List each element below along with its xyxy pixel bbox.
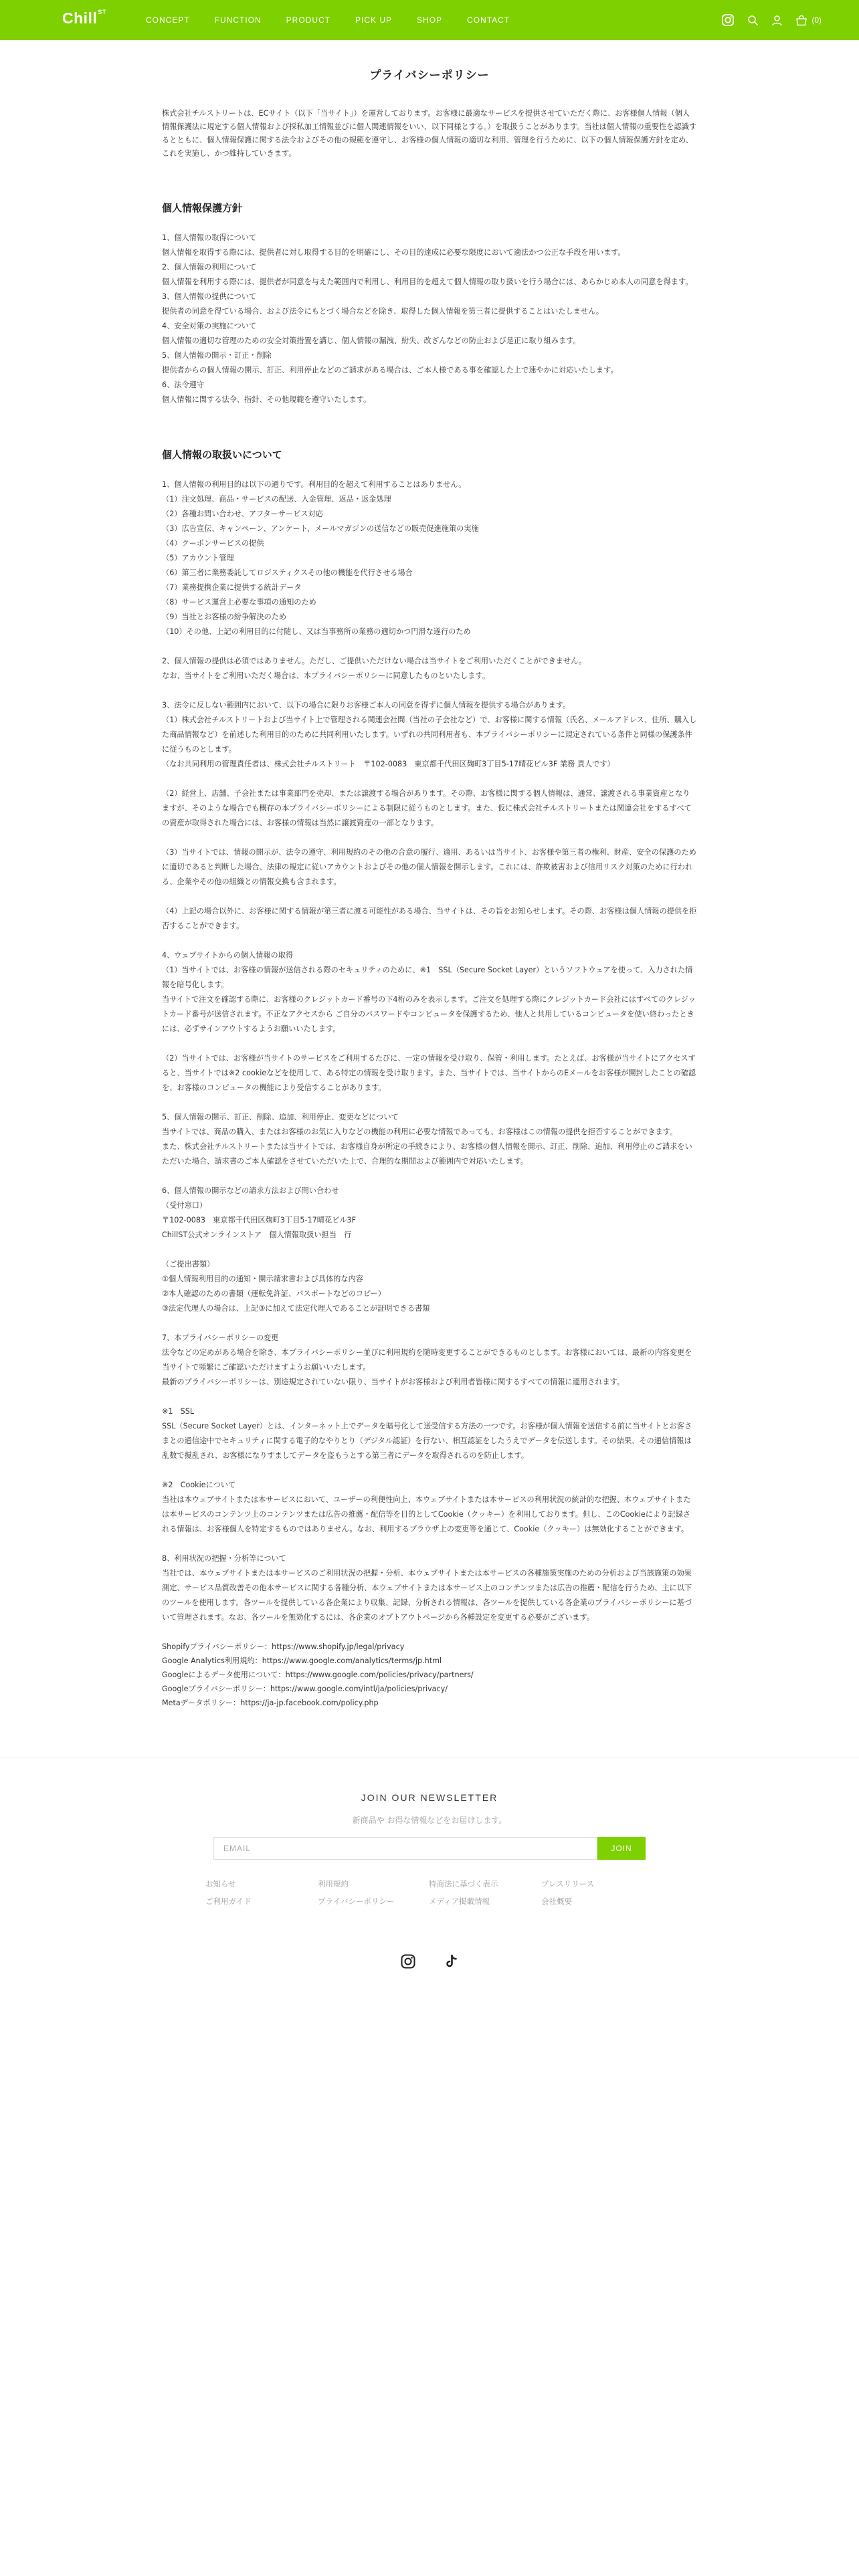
policy-heading: 個人情報保護方針	[162, 202, 243, 214]
policy-line: 個人情報に関する法令、指針、その他規範を遵守いたします。	[162, 395, 371, 404]
policy-line: 提供者の同意を得ている場合、および法令にもとづく場合などを除き、取得した個人情報を第三者に提供することはいたしません。	[162, 307, 604, 316]
handling-line: 7、本プライバシーポリシーの変更	[162, 1333, 279, 1342]
handling-line: （3）当サイトでは、情報の開示が、法令の遵守、利用規約のその他の合意の履行、適用、あるいは当サイト、お客様や第三者の権利、財産、安全の保護のために適切であると判断した場合、法律の規定に従いアカウントおよびその他の個人情報を開示します。これには、詐欺被害および信用リスク対策のために行われる、企業やその他の組織との情報交換も含まれます。	[162, 848, 696, 886]
handling-section	[162, 786, 697, 831]
handling-line: （ご提出書類）	[162, 1260, 215, 1269]
handling-line: （2）経営上、店舗、子会社または事業部門を売却、または譲渡する場合があります。その際、お客様に関する個人情報は、通常、譲渡される事業資産となりますが、そのような場合でも概存の本プライバシーポリシーによる制限に従うものとします。また、仮に株式会社チルストリートまたは関連会社をするすべての資産が取得された場合には、お客様の情報は当然に譲渡資産の一部となります。	[162, 789, 692, 827]
handling-line: SSL（Secure Socket Layer）とは、インターネット上でデータを暗号化して送受信する方法の一つです。お客様が個人情報を送信する前に当サイトとお客さまとの通信途中でセキュリティに関する電子的なやりとり（デジタル認証）を行ない、相互認証をしたうえでデータを伝送します。その結果、その通信情報は乱数で撹乱され、お客様になりすましてデータを盗もうとする第三者にデータを取得されるのを防止します。	[162, 1422, 692, 1460]
handling-line: 最新のプライバシーポリシーは、別途規定されていない限り、当サイトがお客様および利用者皆様に関するすべての情報に適用されます。	[162, 1378, 625, 1386]
nav-contact[interactable]: CONTACT	[467, 15, 510, 25]
social-links	[0, 1953, 859, 2010]
handling-section	[162, 477, 697, 639]
handling-section	[162, 654, 697, 683]
handling-line: ChillST公式オンラインストア 個人情報取扱い担当 行	[162, 1230, 352, 1239]
handling-section	[162, 1257, 697, 1316]
policy-line: 個人情報を取得する際には、提供者に対し取得する目的を明確にし、その目的達成に必要な限度において適法かつ公正な手段を用います。	[162, 248, 626, 257]
policy-list	[162, 231, 697, 407]
handling-line: （1）株式会社チルストリートおよび当サイト上で管理される関連会社間（当社の子会社など）で、お客様に関する情報（氏名、メールアドレス、住所、購入した商品情報など）を前述した利用目的のために共同利用いたします。いずれの共同利用者も、本プライバシーポリシーに規定されている条件と同様の保護条件に従うものとします。	[162, 716, 697, 754]
handling-line: （2）当サイトでは、お客様が当サイトのサービスをご利用するたびに、一定の情報を受け取り、保管・利用します。たとえば、お客様が当サイトにアクセスすると、当サイトでは※2 cookieなどを使用して、ある特定の情報を受け取ります。また、当サイトでは、当サイトからのEメールをお客様が開封したことの確認を、お客様のコンピュータの機能により受信することがあります。	[162, 1054, 696, 1092]
newsletter-subtitle: 新商品や お得な情報などをお届けします。	[352, 1816, 507, 1825]
handling-line: 6、個人情報の開示などの請求方法および問い合わせ	[162, 1186, 339, 1195]
policy-line: 5、個人情報の開示・訂正・削除	[162, 351, 272, 360]
handling-line: （1）当サイトでは、お客様の情報が送信される際のセキュリティのために、※1 SSL（Secure Socket Layer）というソフトウェアを使って、入力された情報を暗号化します。	[162, 966, 693, 989]
handling-line: （9）当社とお客様の紛争解決のため	[162, 613, 287, 621]
logo-text: Chill	[62, 9, 98, 27]
handling-line: 4、ウェブサイトからの個人情報の取得	[162, 951, 294, 960]
policy-line: 4、安全対策の実施について	[162, 322, 257, 330]
footer-link-tokushoho[interactable]: 特商法に基づく表示	[429, 1879, 498, 1889]
handling-line: 2、個人情報の提供は必須ではありません。ただし、ご提供いただけない場合は当サイトをご利用いただくことができません。	[162, 657, 587, 665]
handling-line: （なお共同利用の管理責任者は、株式会社チルストリート 〒102-0083 東京都千代田区麹町3丁目5-17晴花ビル3F 業務 責人です）	[162, 760, 615, 768]
join-button[interactable]: JOIN	[597, 1837, 646, 1860]
nav-function[interactable]: FUNCTION	[214, 15, 262, 25]
handling-line: （5）アカウント管理	[162, 554, 234, 562]
logo-superscript: ST	[98, 9, 106, 15]
handling-line: また、株式会社チルストリートまたは当サイトでは、お客様自身が所定の手続きにより、お客様の個人情報を開示、訂正、削除、追加、利用停止のご請求をいただいた場合、請求書のご本人確認をさせていただいた上で、合理的な期間および範囲内で対応いたします。	[162, 1142, 692, 1166]
footer-link-privacy[interactable]: プライバシーポリシー	[318, 1897, 395, 1906]
nav-concept[interactable]: CONCEPT	[146, 15, 190, 25]
handling-line: （1）注文処理、商品・サービスの配送、入金管理、返品・返金処理	[162, 495, 391, 504]
handling-line: ①個人情報利用目的の通知・開示請求書および具体的な内容	[162, 1275, 363, 1283]
handling-line: ③法定代理人の場合は、上記③に加えて法定代理人であることが証明できる書類	[162, 1304, 430, 1313]
handling-line: なお、当サイトをご利用いただく場合は、本プライバシーポリシーに同意したものといたします。	[162, 671, 490, 680]
footer-link-media[interactable]: メディア掲載情報	[429, 1897, 490, 1906]
handling-line: （6）第三者に業務委託してロジスティクスその他の機能を代行させる場合	[162, 568, 413, 577]
policy-link[interactable]: Shopifyプライバシーポリシー：https://www.shopify.jp/legal/privacy	[162, 1642, 405, 1651]
handling-line: ※2 Cookieについて	[162, 1481, 236, 1489]
handling-line: ※1 SSL	[162, 1407, 195, 1416]
policy-line: 提供者からの個人情報の開示、訂正、利用停止などのご請求がある場合は、ご本人様である事を確認した上で速やかに対応いたします。	[162, 366, 618, 374]
handling-section	[162, 1184, 697, 1243]
handling-sections	[162, 477, 697, 1625]
handling-line: （7）業務提携企業に提供する統計データ	[162, 583, 302, 592]
handling-line: （4）クーポンサービスの提供	[162, 539, 264, 548]
policy-line: 個人情報を利用する際には、提供者が同意を与えた範囲内で利用し、利用目的を超えて個人情報の取り扱いを行う場合には、あらかじめ本人の同意を得ます。	[162, 278, 693, 286]
handling-section	[162, 845, 697, 889]
handling-section	[162, 1404, 697, 1463]
handling-line: （4）上記の場合以外に、お客様に関する情報が第三者に渡る可能性がある場合、当サイトは、その旨をお知らせします。その際、お客様は個人情報の提供を拒否することができます。	[162, 907, 697, 930]
footer-link-guide[interactable]: ご利用ガイド	[205, 1897, 252, 1906]
handling-line: 当社は本ウェブサイトまたは本サービスにおいて、ユーザーの利便性向上、本ウェブサイトまたは本サービスの利用状況の統計的な把握、本ウェブサイトまたは本サービスのコンテンツ上のコンテンツまたは広告の推薦・配信等を目的としてCookie（クッキー）を利用しております。但し、このCookieにより記録される情報は、お客様個人を特定するものではありません。なお、利用するブラウザ上の変更等を通じて、Cookie（クッキー）は無効化することができます。	[162, 1495, 691, 1533]
policy-line: 3、個人情報の提供について	[162, 292, 257, 301]
handling-section	[162, 904, 697, 934]
privacy-policy-content	[162, 40, 697, 1757]
handling-section	[162, 698, 697, 772]
search-icon[interactable]	[747, 15, 759, 26]
policy-link[interactable]: Googleプライバシーポリシー：https://www.google.com/intl/ja/policies/privacy/	[162, 1685, 448, 1693]
handling-section	[162, 1331, 697, 1390]
handling-section	[162, 1478, 697, 1537]
policy-line: 個人情報の適切な管理のための安全対策措置を講じ、個人情報の漏洩、紛失、改ざんなどの防止および是正に取り組みます。	[162, 336, 581, 345]
intro-paragraph: 株式会社チルストリートは、ECサイト（以下「当サイト」）を運営しております。お客様に最適なサービスを提供させていただく際に、お客様個人情報（個人情報保護法に規定する個人情報および採私加工情報並びに個人関連情報をいい、以下同様とする。）を取扱うことがあります。当社は個人情報の重要性を認識するとともに、個人情報保護に関する法令およびその他の規範を遵守し、お客様の個人情報の適切な利用、管理を行うために、以下の個人情報保護方針を定め、これを実施し、かつ維持していきます。	[162, 109, 697, 158]
external-policy-links	[162, 1640, 697, 1710]
site-footer	[0, 1757, 859, 2010]
policy-link[interactable]: Metaデータポリシー：https://ja-jp.facebook.com/policy.php	[162, 1699, 379, 1707]
site-header	[0, 0, 859, 40]
handling-line: （受付窓口）	[162, 1201, 207, 1210]
policy-link[interactable]: Googleによるデータ使用について：https://www.google.com/policies/privacy/partners/	[162, 1671, 474, 1679]
handling-line: （8）サービス運営上必要な事項の通知のため	[162, 598, 316, 607]
nav-product[interactable]: PRODUCT	[286, 15, 331, 25]
policy-line: 6、法令遵守	[162, 381, 205, 389]
handling-line: ②本人確認のための書類（運転免許証、パスポートなどのコピー）	[162, 1289, 386, 1298]
instagram-icon[interactable]	[721, 13, 735, 27]
footer-link-terms[interactable]: 利用規約	[318, 1879, 349, 1889]
tiktok-icon[interactable]	[443, 1953, 459, 1969]
footer-link-press[interactable]: プレスリリース	[541, 1879, 595, 1889]
main-nav	[146, 0, 535, 40]
handling-section	[162, 1110, 697, 1169]
handling-line: 5、個人情報の開示、訂正、削除、追加、利用停止、変更などについて	[162, 1113, 399, 1121]
site-logo[interactable]	[62, 9, 106, 27]
handling-section	[162, 948, 697, 1037]
policy-link[interactable]: Google Analytics利用規約：https://www.google.com/analytics/terms/jp.html	[162, 1656, 442, 1665]
cart-count: (0)	[812, 15, 822, 25]
account-icon[interactable]	[771, 15, 783, 26]
policy-line: 1、個人情報の取得について	[162, 233, 257, 242]
handling-line: 当社では、本ウェブサイトまたは本サービスのご利用状況の把握・分析、本ウェブサイトまたは本サービスの各種施策実施のための分析および当該施策の効果測定、サービス品質改善その他本サービスに関する各種分析、本ウェブサイトまたは本サービス上のコンテンツまたは広告の推薦・配信を行うため、主に以下のツールを使用します。各ツールを提供している各企業により収集、記録、分析される情報は、各ツールを提供している各企業のプライバシーポリシーに基づいて管理されます。なお、各ツールを無効化するには、各企業のオプトアウトページから各種設定を変更する必要がございます。	[162, 1569, 692, 1622]
newsletter-form	[0, 1837, 859, 1860]
nav-shop[interactable]: SHOP	[417, 15, 443, 25]
header-icons	[708, 0, 822, 40]
handling-line: （10）その他、上記の利用目的に付随し、又は当事務所の業務の適切かつ円滑な遂行のため	[162, 627, 471, 636]
handling-section	[162, 1551, 697, 1625]
handling-line: 〒102-0083 東京都千代田区麹町3丁目5-17晴花ビル3F	[162, 1216, 357, 1224]
policy-line: 2、個人情報の利用について	[162, 263, 257, 272]
handling-line: 法令などの定めがある場合を除き、本プライバシーポリシー並びに利用規約を随時変更することができるものとします。お客様においては、最新の内容変更を当サイトで頻繁にご確認いただけますようお願いいたします。	[162, 1348, 692, 1372]
footer-link-news[interactable]: お知らせ	[205, 1879, 236, 1889]
handling-section	[162, 1051, 697, 1095]
handling-line: 3、法令に反しない範囲内において、以下の場合に限りお客様ご本人の同意を得ずに個人情報を提供する場合があります。	[162, 701, 571, 710]
handling-line: 当サイトでは、商品の購入、またはお客様のお気に入りなどの機能の利用に必要な情報であっても、お客様はこの情報の提供を拒否することができます。	[162, 1128, 678, 1136]
footer-link-company[interactable]: 会社概要	[541, 1897, 572, 1906]
handling-line: 8、利用状況の把握・分析等について	[162, 1554, 286, 1563]
cart-icon[interactable]	[795, 15, 822, 26]
handling-line: 1、個人情報の利用目的は以下の通りです。利用目的を超えて利用することはありません。	[162, 480, 466, 489]
handling-line: 当サイトで注文を確認する際に、お客様のクレジットカード番号の下4桁のみを表示します。ご注文を処理する際にクレジットカード会社にはすべてのクレジットカード番号が送信されます。不正なアクセスから ご自分のパスワードやコンピュータを保護するため、他人と共用しているコンピュータを使い終わったときには、必ずサインアウトするようお願いいたします。	[162, 995, 696, 1033]
nav-pick-up[interactable]: PICK UP	[355, 15, 393, 25]
footer-links	[205, 1879, 859, 1907]
handling-line: （3）広告宣伝、キャンペーン、アンケート、メールマガジンの送信などの販売促進施策の実施	[162, 524, 479, 533]
handling-line: （2）各種お問い合わせ、アフターサービス対応	[162, 510, 323, 518]
newsletter-title: JOIN OUR NEWSLETTER	[361, 1792, 498, 1803]
instagram-icon[interactable]	[400, 1953, 416, 1969]
email-input[interactable]	[213, 1837, 597, 1860]
handling-heading: 個人情報の取扱いについて	[162, 449, 282, 461]
page-title: プライバシーポリシー	[369, 69, 490, 82]
